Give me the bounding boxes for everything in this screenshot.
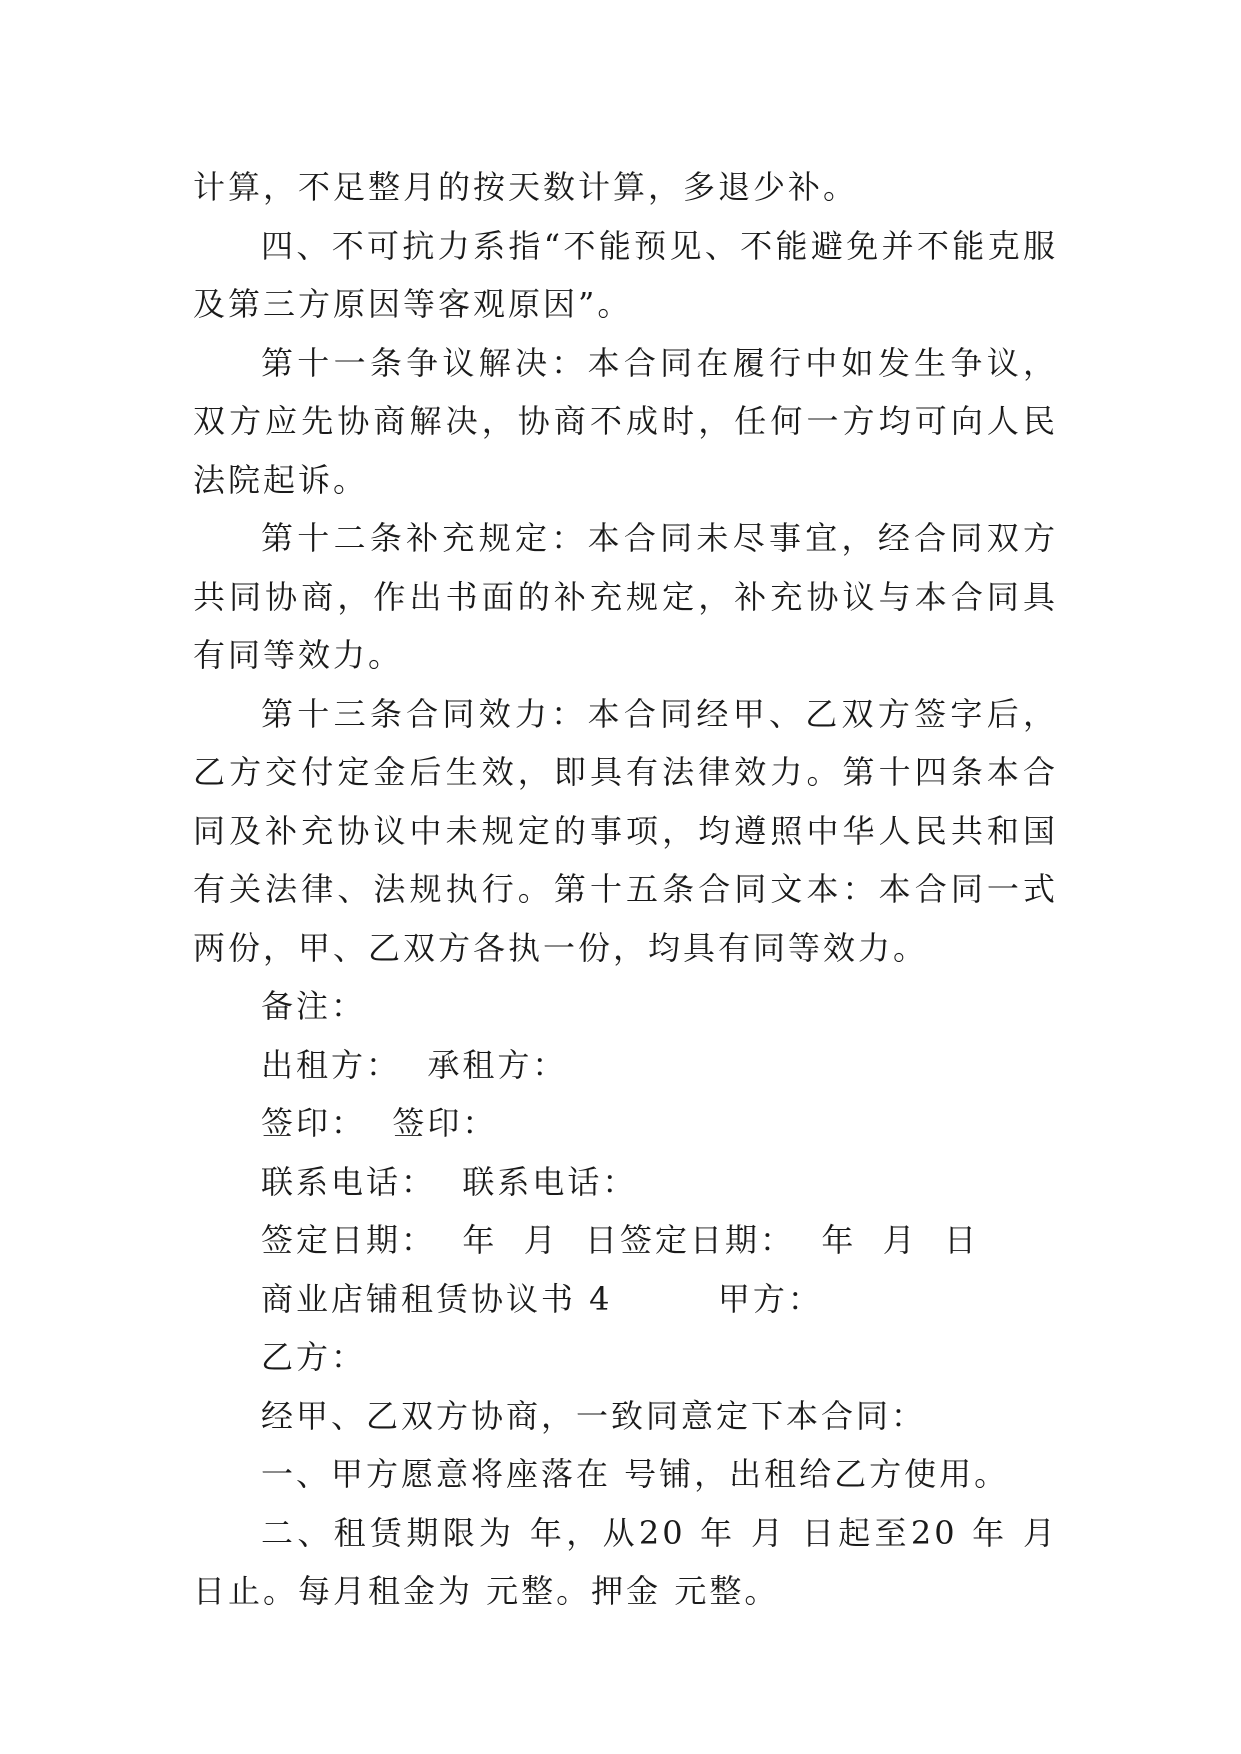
clause-1-line: 一、甲方愿意将座落在 号铺，出租给乙方使用。 (261, 1455, 1010, 1493)
paragraph-article-11: 第十一条争议解决：本合同在履行中如发生争议，双方应先协商解决，协商不成时，任何一方均可向人民法院起诉。 (193, 343, 1058, 499)
paragraph-force-majeure: 四、不可抗力系指“不能预见、不能避免并不能克服及第三方原因等客观原因”。 (193, 226, 1058, 323)
phone-line: 联系电话： 联系电话： (261, 1162, 638, 1201)
paragraph-clause-2: 二、租赁期限为 年，从20 年 月 日起至20 年 月 日止。每月租金为 元整。押金 元整。 (193, 1513, 1058, 1610)
paragraph-article-13-15: 第十三条合同效力：本合同经甲、乙双方签字后，乙方交付定金后生效，即具有法律效力。第十四条本合同及补充协议中未规定的事项，均遵照中华人民共和国有关法律、法规执行。第十五条合同文本：本合同一式两份，甲、乙双方各执一份，均具有同等效力。 (193, 694, 1058, 967)
agreement-title-line: 商业店铺租赁协议书 4 甲方： (261, 1279, 823, 1318)
paragraph-calculation: 计算，不足整月的按天数计算，多退少补。 (193, 168, 859, 206)
paragraph-article-12: 第十二条补充规定：本合同未尽事宜，经合同双方共同协商，作出书面的补充规定，补充协议与本合同具有同等效力。 (193, 519, 1058, 674)
document-body (193, 158, 1058, 1621)
agreement-intro-line: 经甲、乙双方协商，一致同意定下本合同： (261, 1396, 927, 1435)
signing-date-line: 签定日期： 年 月 日签定日期： 年 月 日 (261, 1221, 980, 1259)
remark-line: 备注： (261, 987, 367, 1025)
lessor-lessee-line: 出租方： 承租方： (261, 1045, 568, 1084)
seal-line: 签印： 签印： (261, 1104, 498, 1142)
party-b-line: 乙方： (261, 1338, 367, 1376)
